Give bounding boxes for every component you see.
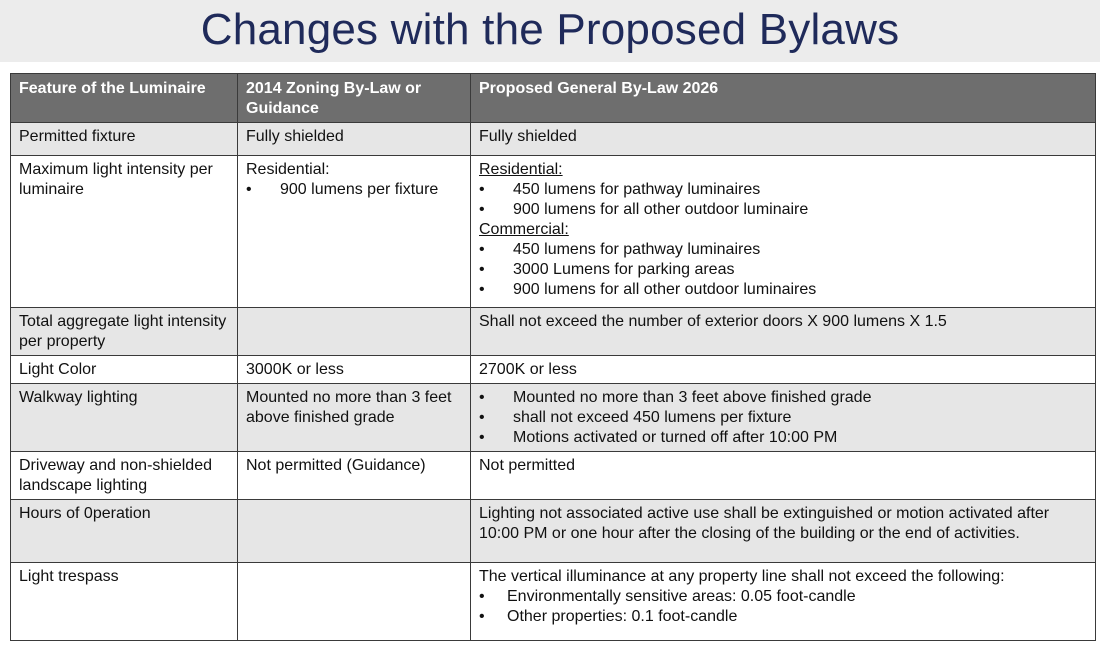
row-permitted-fixture — [11, 123, 1096, 156]
list-item: • Motions activated or turned off after 10:00 PM — [479, 428, 1087, 448]
bylaw-2014-cell: Mounted no more than 3 feet above finished grade — [238, 384, 471, 452]
feature-cell: Maximum light intensity per luminaire — [11, 156, 238, 308]
bylaw-2026-cell: Not permitted — [471, 452, 1096, 500]
list-item: • Other properties: 0.1 foot-candle — [479, 607, 1087, 627]
bylaw-2014-cell: Fully shielded — [238, 123, 471, 156]
row-hours-of-operation — [11, 500, 1096, 563]
title-bar — [0, 0, 1100, 62]
bylaw-2026-cell: Fully shielded — [471, 123, 1096, 156]
list-item: • 900 lumens per fixture — [246, 180, 462, 200]
bylaw-2014-cell — [238, 563, 471, 641]
bullet-list — [479, 180, 1087, 220]
list-item: • 450 lumens for pathway luminaires — [479, 240, 1087, 260]
list-item: • Environmentally sensitive areas: 0.05 foot-candle — [479, 587, 1087, 607]
commercial-heading: Commercial: — [479, 221, 569, 238]
bylaw-2026-cell: 2700K or less — [471, 356, 1096, 384]
row-walkway-lighting — [11, 384, 1096, 452]
header-feature: Feature of the Luminaire — [11, 74, 238, 123]
bylaw-2026-cell — [471, 563, 1096, 641]
feature-cell: Walkway lighting — [11, 384, 238, 452]
row-driveway-lighting — [11, 452, 1096, 500]
row-light-trespass — [11, 563, 1096, 641]
trespass-intro: The vertical illuminance at any property line shall not exceed the following: — [479, 568, 1005, 585]
feature-cell: Light trespass — [11, 563, 238, 641]
list-item: • 3000 Lumens for parking areas — [479, 260, 1087, 280]
bullet-list — [479, 388, 1087, 448]
bullet-list — [246, 180, 462, 200]
row-light-color — [11, 356, 1096, 384]
feature-cell: Driveway and non-shielded landscape lighting — [11, 452, 238, 500]
row-aggregate-intensity — [11, 308, 1096, 356]
header-2014-bylaw: 2014 Zoning By-Law or Guidance — [238, 74, 471, 123]
row-max-light-intensity — [11, 156, 1096, 308]
bullet-list — [479, 587, 1087, 627]
list-item: • 450 lumens for pathway luminaires — [479, 180, 1087, 200]
list-item: • shall not exceed 450 lumens per fixture — [479, 408, 1087, 428]
list-item: • 900 lumens for all other outdoor luminaire — [479, 200, 1087, 220]
feature-cell: Permitted fixture — [11, 123, 238, 156]
list-item: • Mounted no more than 3 feet above finished grade — [479, 388, 1087, 408]
header-2026-bylaw: Proposed General By-Law 2026 — [471, 74, 1096, 123]
residential-heading: Residential: — [246, 161, 330, 178]
bylaw-2026-cell — [471, 384, 1096, 452]
bylaw-2026-cell: Lighting not associated active use shall be extinguished or motion activated after 10:00 PM or one hour after the closing of the building or the end of activities. — [471, 500, 1096, 563]
feature-cell: Hours of 0peration — [11, 500, 238, 563]
bylaw-2014-cell: 3000K or less — [238, 356, 471, 384]
bylaw-2026-cell: Shall not exceed the number of exterior doors X 900 lumens X 1.5 — [471, 308, 1096, 356]
bylaw-2014-cell — [238, 500, 471, 563]
bylaw-2014-cell — [238, 156, 471, 308]
feature-cell: Light Color — [11, 356, 238, 384]
slide-title: Changes with the Proposed Bylaws — [200, 5, 900, 54]
feature-cell: Total aggregate light intensity per property — [11, 308, 238, 356]
bylaw-2014-cell: Not permitted (Guidance) — [238, 452, 471, 500]
comparison-table — [10, 73, 1096, 641]
list-item: • 900 lumens for all other outdoor luminaires — [479, 280, 1087, 300]
bylaw-2014-cell — [238, 308, 471, 356]
bullet-list — [479, 240, 1087, 300]
header-row — [11, 74, 1096, 123]
residential-heading: Residential: — [479, 161, 563, 178]
bylaw-2026-cell — [471, 156, 1096, 308]
